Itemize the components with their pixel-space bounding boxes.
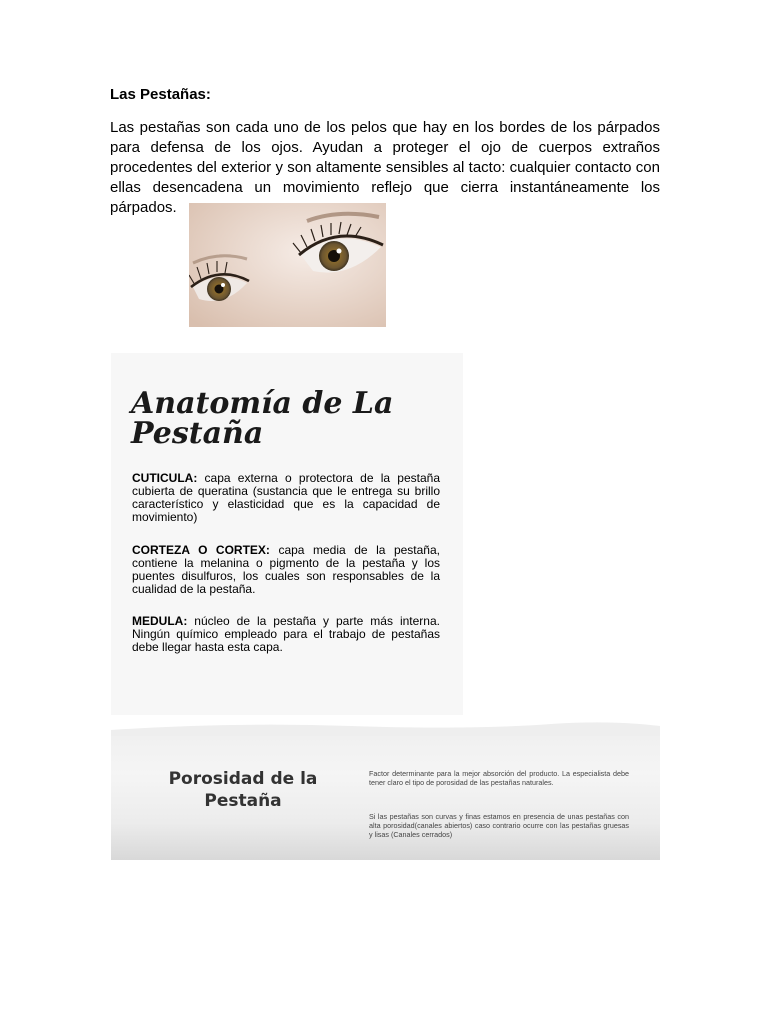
corteza-text: capa media de la pestaña, contiene la melanina o pigmento de la pestaña y los puentes disulfuros, los cuales son responsables de la cualidad de la pestaña. (132, 543, 440, 596)
anatomy-title-line1: Anatomía de La (131, 386, 394, 421)
porosity-paragraph-1: Factor determinante para la mejor absorción del producto. La especialista debe tener claro el tipo de porosidad de las pestañas naturales. (369, 769, 629, 787)
medula-text: núcleo de la pestaña y parte más interna. Ningún químico empleado para el trabajo de pestañas debe llegar hasta esta capa. (132, 614, 440, 654)
medula-term: MEDULA: (132, 614, 188, 628)
anatomy-title (131, 386, 461, 451)
page-title: Las Pestañas: (110, 86, 211, 103)
medula-definition (132, 615, 440, 654)
porosity-title (163, 768, 323, 812)
cuticula-definition (132, 472, 440, 524)
porosity-title-line1: Porosidad de la (168, 769, 318, 789)
corteza-definition (132, 544, 440, 596)
corteza-term: CORTEZA O CORTEX: (132, 543, 270, 557)
eyes-photo (189, 203, 386, 327)
cuticula-text: capa externa o protectora de la pestaña cubierta de queratina (sustancia que le entrega su brillo característico y elasticidad que es la capacidad de movimiento) (132, 471, 440, 524)
anatomy-title-line2: Pestaña (131, 416, 264, 451)
anatomy-panel (111, 353, 463, 715)
porosity-panel (111, 736, 660, 860)
porosity-paragraph-2: Si las pestañas son curvas y finas estamos en presencia de unas pestañas con alta porosidad(canales abiertos) caso contrario ocurre con las pestañas gruesas y lisas (Canales cerrados) (369, 812, 629, 839)
intro-paragraph: Las pestañas son cada uno de los pelos que hay en los bordes de los párpados para defensa de los ojos. Ayudan a proteger el ojo de cuerpos extraños procedentes del exterior y son altamente sensibles al tacto: cualquier contacto con ellas desencadena un movimiento reflejo que cierra instantáneamente los párpados. (110, 119, 660, 216)
cuticula-term: CUTICULA: (132, 471, 198, 485)
porosity-title-line2: Pestaña (204, 791, 282, 811)
